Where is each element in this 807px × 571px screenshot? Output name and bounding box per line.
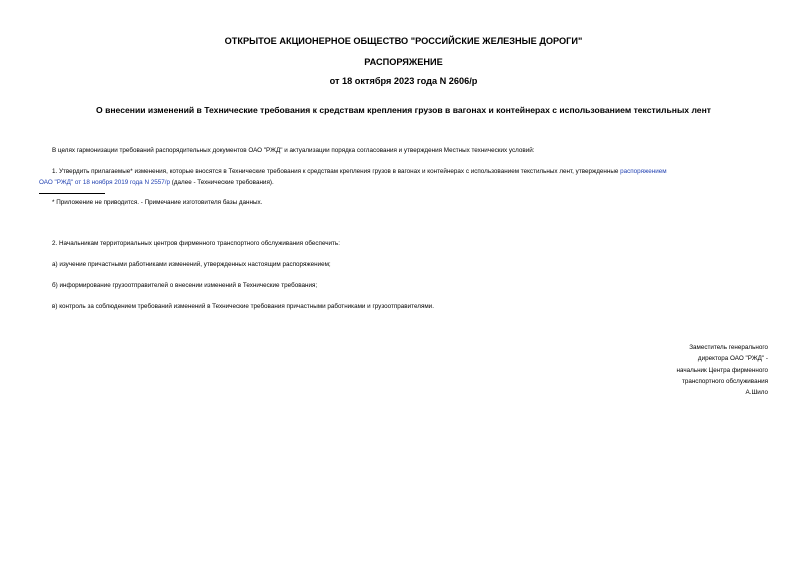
- organization-name: ОТКРЫТОЕ АКЦИОНЕРНОЕ ОБЩЕСТВО "РОССИЙСКИЕ ЖЕЛЕЗНЫЕ ДОРОГИ": [224, 36, 583, 46]
- document-title: О внесении изменений в Технические требования к средствам крепления грузов в вагонах и контейнерах с использованием текстильных лент: [96, 105, 711, 115]
- signer-name: А.Шило: [745, 389, 768, 397]
- item-1-line-1: [52, 166, 667, 177]
- item-2a: а) изучение причастными работниками изменений, утвержденных настоящим распоряжением;: [52, 261, 331, 268]
- item-2: 2. Начальникам территориальных центров фирменного транспортного обслуживания обеспечить:: [52, 240, 340, 247]
- order-link-part-2[interactable]: ОАО "РЖД" от 18 ноября 2019 года N 2557/р: [39, 179, 170, 186]
- item-1-text-end: (далее - Технические требования).: [170, 179, 274, 186]
- signature-line-4: транспортного обслуживания: [681, 377, 768, 385]
- signature-line-3: начальник Центра фирменного: [676, 366, 768, 374]
- signature-line-1: Заместитель генерального: [689, 344, 768, 351]
- footnote-divider: [39, 193, 105, 194]
- item-2c: в) контроль за соблюдением требований изменений в Технические требования причастными работниками и грузоотправителями.: [52, 303, 434, 310]
- signature-block: [676, 342, 768, 398]
- order-link-part-1[interactable]: распоряжением: [620, 168, 667, 175]
- item-1-text: 1. Утвердить прилагаемые* изменения, которые вносятся в Технические требования к средствам крепления грузов в вагонах и контейнерах с использованием текстильных лент, утвержденные: [52, 168, 621, 175]
- document-type: РАСПОРЯЖЕНИЕ: [364, 57, 443, 67]
- document-date-number: от 18 октября 2023 года N 2606/р: [329, 76, 478, 86]
- footnote: * Приложение не приводится. - Примечание изготовителя базы данных.: [52, 199, 263, 206]
- item-2b: б) информирование грузоотправителей о внесении изменений в Технические требования;: [52, 282, 318, 289]
- signature-line-2: директора ОАО "РЖД" -: [697, 355, 768, 363]
- item-1-line-2: [39, 177, 274, 188]
- intro-paragraph: В целях гармонизации требований распорядительных документов ОАО "РЖД" и актуализации порядка согласования и утверждения Местных технических условий:: [52, 147, 535, 154]
